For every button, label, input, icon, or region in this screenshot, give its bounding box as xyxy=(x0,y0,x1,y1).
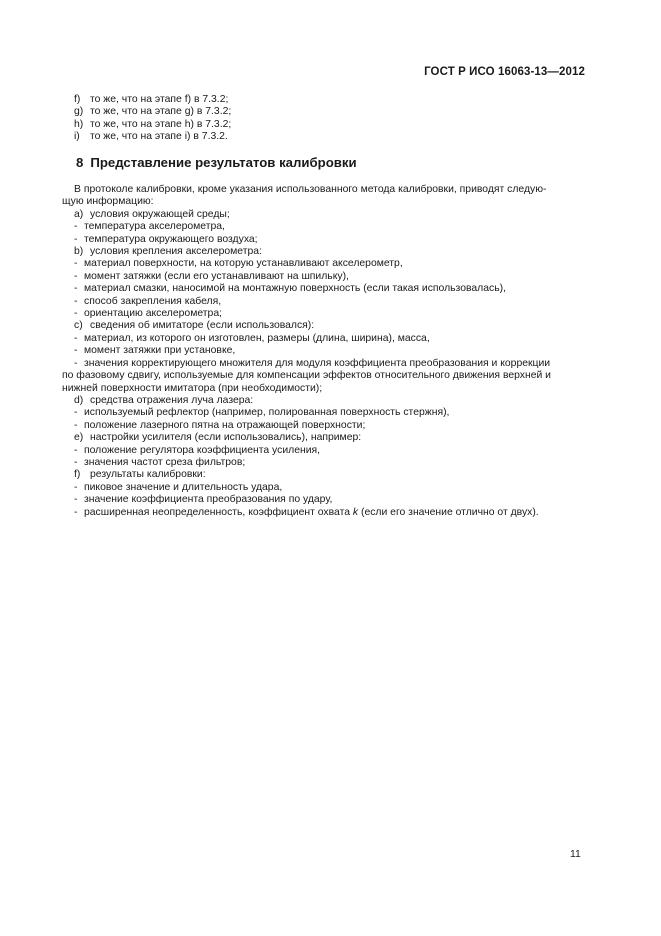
item-marker: g) xyxy=(74,106,84,118)
list-item xyxy=(62,308,587,320)
group-heading-text: условия крепления акселерометра: xyxy=(90,246,262,258)
dash-marker: - xyxy=(74,233,78,245)
section-title: Представление результатов калибровки xyxy=(90,155,357,170)
list-item-continuation: нижней поверхности имитатора (при необходимости); xyxy=(62,382,323,394)
item-marker: а) xyxy=(74,208,84,220)
document-code: ГОСТ Р ИСО 16063-13—2012 xyxy=(424,66,585,78)
section-heading xyxy=(76,157,357,169)
item-text: значения частот среза фильтров; xyxy=(84,456,246,468)
list-item xyxy=(62,482,587,494)
item-marker: i) xyxy=(74,131,80,143)
list-item xyxy=(62,457,587,469)
group-heading-text: результаты калибровки: xyxy=(90,469,206,481)
item-text: положение регулятора коэффициента усиления, xyxy=(84,444,321,456)
item-marker: d) xyxy=(74,394,84,406)
item-text: температура окружающего воздуха; xyxy=(84,233,258,245)
list-item xyxy=(62,106,587,118)
section-number: 8 xyxy=(76,155,84,170)
group-heading xyxy=(62,320,587,332)
list-item xyxy=(62,358,587,370)
list-item xyxy=(62,296,587,308)
coverage-factor-symbol: k xyxy=(352,506,359,518)
item-text: то же, что на этапе i) в 7.3.2. xyxy=(90,131,228,143)
item-text: материал поверхности, на которую устанавливают акселерометр, xyxy=(84,258,403,270)
list-item xyxy=(62,407,587,419)
list-item xyxy=(62,445,587,457)
group-heading xyxy=(62,432,587,444)
item-text: ориентацию акселерометра; xyxy=(84,308,222,320)
item-text: материал смазки, наносимой на монтажную поверхность (если такая использовалась), xyxy=(84,283,506,295)
item-marker: е) xyxy=(74,432,84,444)
item-text: расширенная неопределенность, коэффициент охвата xyxy=(84,506,353,518)
item-marker: с) xyxy=(74,320,83,332)
dash-marker: - xyxy=(74,258,78,270)
item-text: пиковое значение и длительность удара, xyxy=(84,481,283,493)
item-marker: f) xyxy=(74,94,81,105)
list-item xyxy=(62,333,587,345)
item-text: температура акселерометра, xyxy=(84,221,225,233)
list-item xyxy=(62,271,587,283)
dash-marker: - xyxy=(74,332,78,344)
page-number: 11 xyxy=(570,849,581,860)
dash-marker: - xyxy=(74,345,78,357)
list-item xyxy=(62,221,587,233)
dash-marker: - xyxy=(74,270,78,282)
previous-steps-list xyxy=(62,94,587,144)
item-marker: f) xyxy=(74,469,81,481)
dash-marker: - xyxy=(74,506,78,518)
item-text: то же, что на этапе g) в 7.3.2; xyxy=(90,106,232,118)
lead-paragraph-line: щую информацию: xyxy=(62,196,154,208)
list-item xyxy=(62,258,587,270)
list-item-continuation: по фазовому сдвигу, используемые для компенсации эффектов относительного движения верхней и xyxy=(62,370,551,382)
dash-marker: - xyxy=(74,456,78,468)
group-heading-text: сведения об имитаторе (если использовался): xyxy=(90,320,315,332)
dash-marker: - xyxy=(74,481,78,493)
list-item xyxy=(62,119,587,131)
item-text: материал, из которого он изготовлен, размеры (длина, ширина), масса, xyxy=(84,332,430,344)
dash-marker: - xyxy=(74,283,78,295)
item-marker: b) xyxy=(74,246,84,258)
group-heading xyxy=(62,246,587,258)
group-heading xyxy=(62,469,587,481)
list-item xyxy=(62,234,587,246)
item-text: то же, что на этапе h) в 7.3.2; xyxy=(90,118,232,130)
item-text: способ закрепления кабеля, xyxy=(84,295,222,307)
item-text: используемый рефлектор (например, полированная поверхность стержня), xyxy=(84,407,450,419)
dash-marker: - xyxy=(74,444,78,456)
item-text: момент затяжки при установке, xyxy=(84,345,236,357)
item-text: то же, что на этапе f) в 7.3.2; xyxy=(90,94,229,105)
list-item xyxy=(62,507,587,519)
dash-marker: - xyxy=(74,419,78,431)
dash-marker: - xyxy=(74,494,78,506)
dash-marker: - xyxy=(74,221,78,233)
group-heading xyxy=(62,209,587,221)
item-text: момент затяжки (если его устанавливают на шпильку), xyxy=(84,270,349,282)
list-item xyxy=(62,420,587,432)
section-body xyxy=(62,184,587,519)
list-item xyxy=(62,283,587,295)
list-item xyxy=(62,131,587,143)
item-text: (если его значение отлично от двух). xyxy=(358,506,539,518)
item-text: значения корректирующего множителя для модуля коэффициента преобразования и коррекции xyxy=(84,357,551,369)
item-text: положение лазерного пятна на отражающей поверхности; xyxy=(84,419,366,431)
group-heading-text: условия окружающей среды; xyxy=(90,208,230,220)
list-item xyxy=(62,494,587,506)
list-item xyxy=(62,94,587,106)
item-marker: h) xyxy=(74,118,84,130)
group-heading-text: средства отражения луча лазера: xyxy=(90,394,254,406)
dash-marker: - xyxy=(74,407,78,419)
dash-marker: - xyxy=(74,295,78,307)
lead-paragraph-line: В протоколе калибровки, кроме указания использованного метода калибровки, приводят следую- xyxy=(74,184,547,195)
list-item xyxy=(62,345,587,357)
group-heading-text: настройки усилителя (если использовались), например: xyxy=(90,432,362,444)
item-text: значение коэффициента преобразования по удару, xyxy=(84,494,333,506)
dash-marker: - xyxy=(74,308,78,320)
dash-marker: - xyxy=(74,357,78,369)
group-heading xyxy=(62,395,587,407)
